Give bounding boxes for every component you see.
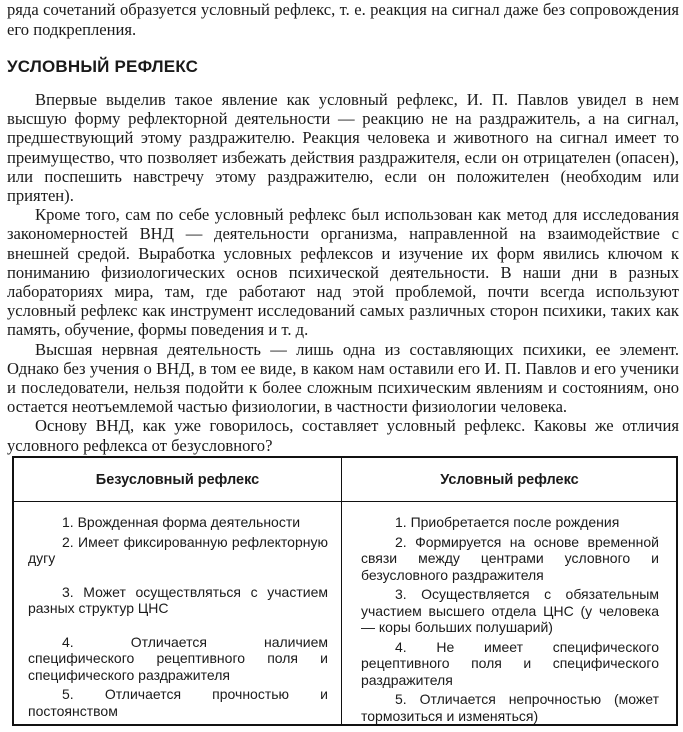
list-item: 4. Отличается наличием специфического рецептивного поля и специфического раздражителя xyxy=(28,633,328,683)
continued-text: ряда сочетаний образуется условный рефлекс, т. е. реакция на сигнал даже без сопровождения его подкрепления. xyxy=(7,0,679,39)
unconditioned-column xyxy=(28,514,328,719)
list-item: 2. Имеет фиксированную рефлекторную дугу xyxy=(28,533,328,566)
list-item: 3. Может осуществляться с участием разных структур ЦНС xyxy=(28,583,328,616)
paragraph-4: Основу ВНД, как уже говорилось, составляет условный рефлекс. Каковы же отличия условного рефлекса от безусловного? xyxy=(7,416,679,455)
paragraph-1: Впервые выделив такое явление как условный рефлекс, И. П. Павлов увидел в нем высшую форму рефлекторной деятельности — реакцию не на раздражитель, а на сигнал, предшествующий этому раздражителю. Реакция человека и животного на сигнал имеет то преимущество, что позволяет избежать действия раздражителя, если он отрицателен (опасен), или поспешить навстречу этому раздражителю, если он положителен (необходим или приятен). xyxy=(7,90,679,206)
list-item: 4. Не имеет специфического рецептивного поля и специфического раздражителя xyxy=(361,638,659,688)
body-text xyxy=(7,90,679,455)
section-title: УСЛОВНЫЙ РЕФЛЕКС xyxy=(7,57,199,76)
list-item: 1. Приобретается после рождения xyxy=(395,514,620,530)
continued-paragraph xyxy=(7,0,679,39)
table-header-row xyxy=(14,458,676,502)
header-conditioned: Условный рефлекс xyxy=(440,472,579,488)
list-item: 5. Отличается непрочностью (может тормозиться и изменяться) xyxy=(361,691,659,724)
list-item: 3. Осуществляется с обязательным участием высшего отдела ЦНС (у человека — коры больших полушарий) xyxy=(361,586,659,635)
paragraph-2: Кроме того, сам по себе условный рефлекс был использован как метод для исследования закономерностей ВНД — деятельности организма, направленной на взаимодействие с внешней средой. Выработка условных рефлексов и изучение их форм явились ключом к пониманию физиологических основ психической деятельности. В наши дни в разных лабораториях мира, там, где работают над этой проблемой, почти всегда используют условный рефлекс как инструмент исследований самых различных сторон психики, таких как память, обучение, формы поведения и т. д. xyxy=(7,205,679,340)
column-divider xyxy=(341,458,342,724)
comparison-table xyxy=(12,456,678,726)
paragraph-3: Высшая нервная деятельность — лишь одна из составляющих психики, ее элемент. Однако без учения о ВНД, в том ее виде, в каком нам оставили его И. П. Павлов и его ученики и последователи, нельзя подойти к более сложным психическим явлениям и состояниям, оно остается неотъемлемой частью физиологии, в частности физиологии человека. xyxy=(7,339,679,417)
list-item: 2. Формируется на основе временной связи между центрами условного и безусловного раздражителя xyxy=(361,533,659,583)
conditioned-column xyxy=(361,514,659,724)
list-item: 1. Врожденная форма деятельности xyxy=(62,514,301,530)
header-unconditioned: Безусловный рефлекс xyxy=(95,472,260,488)
list-item: 5. Отличается прочностью и постоянством xyxy=(28,686,328,719)
